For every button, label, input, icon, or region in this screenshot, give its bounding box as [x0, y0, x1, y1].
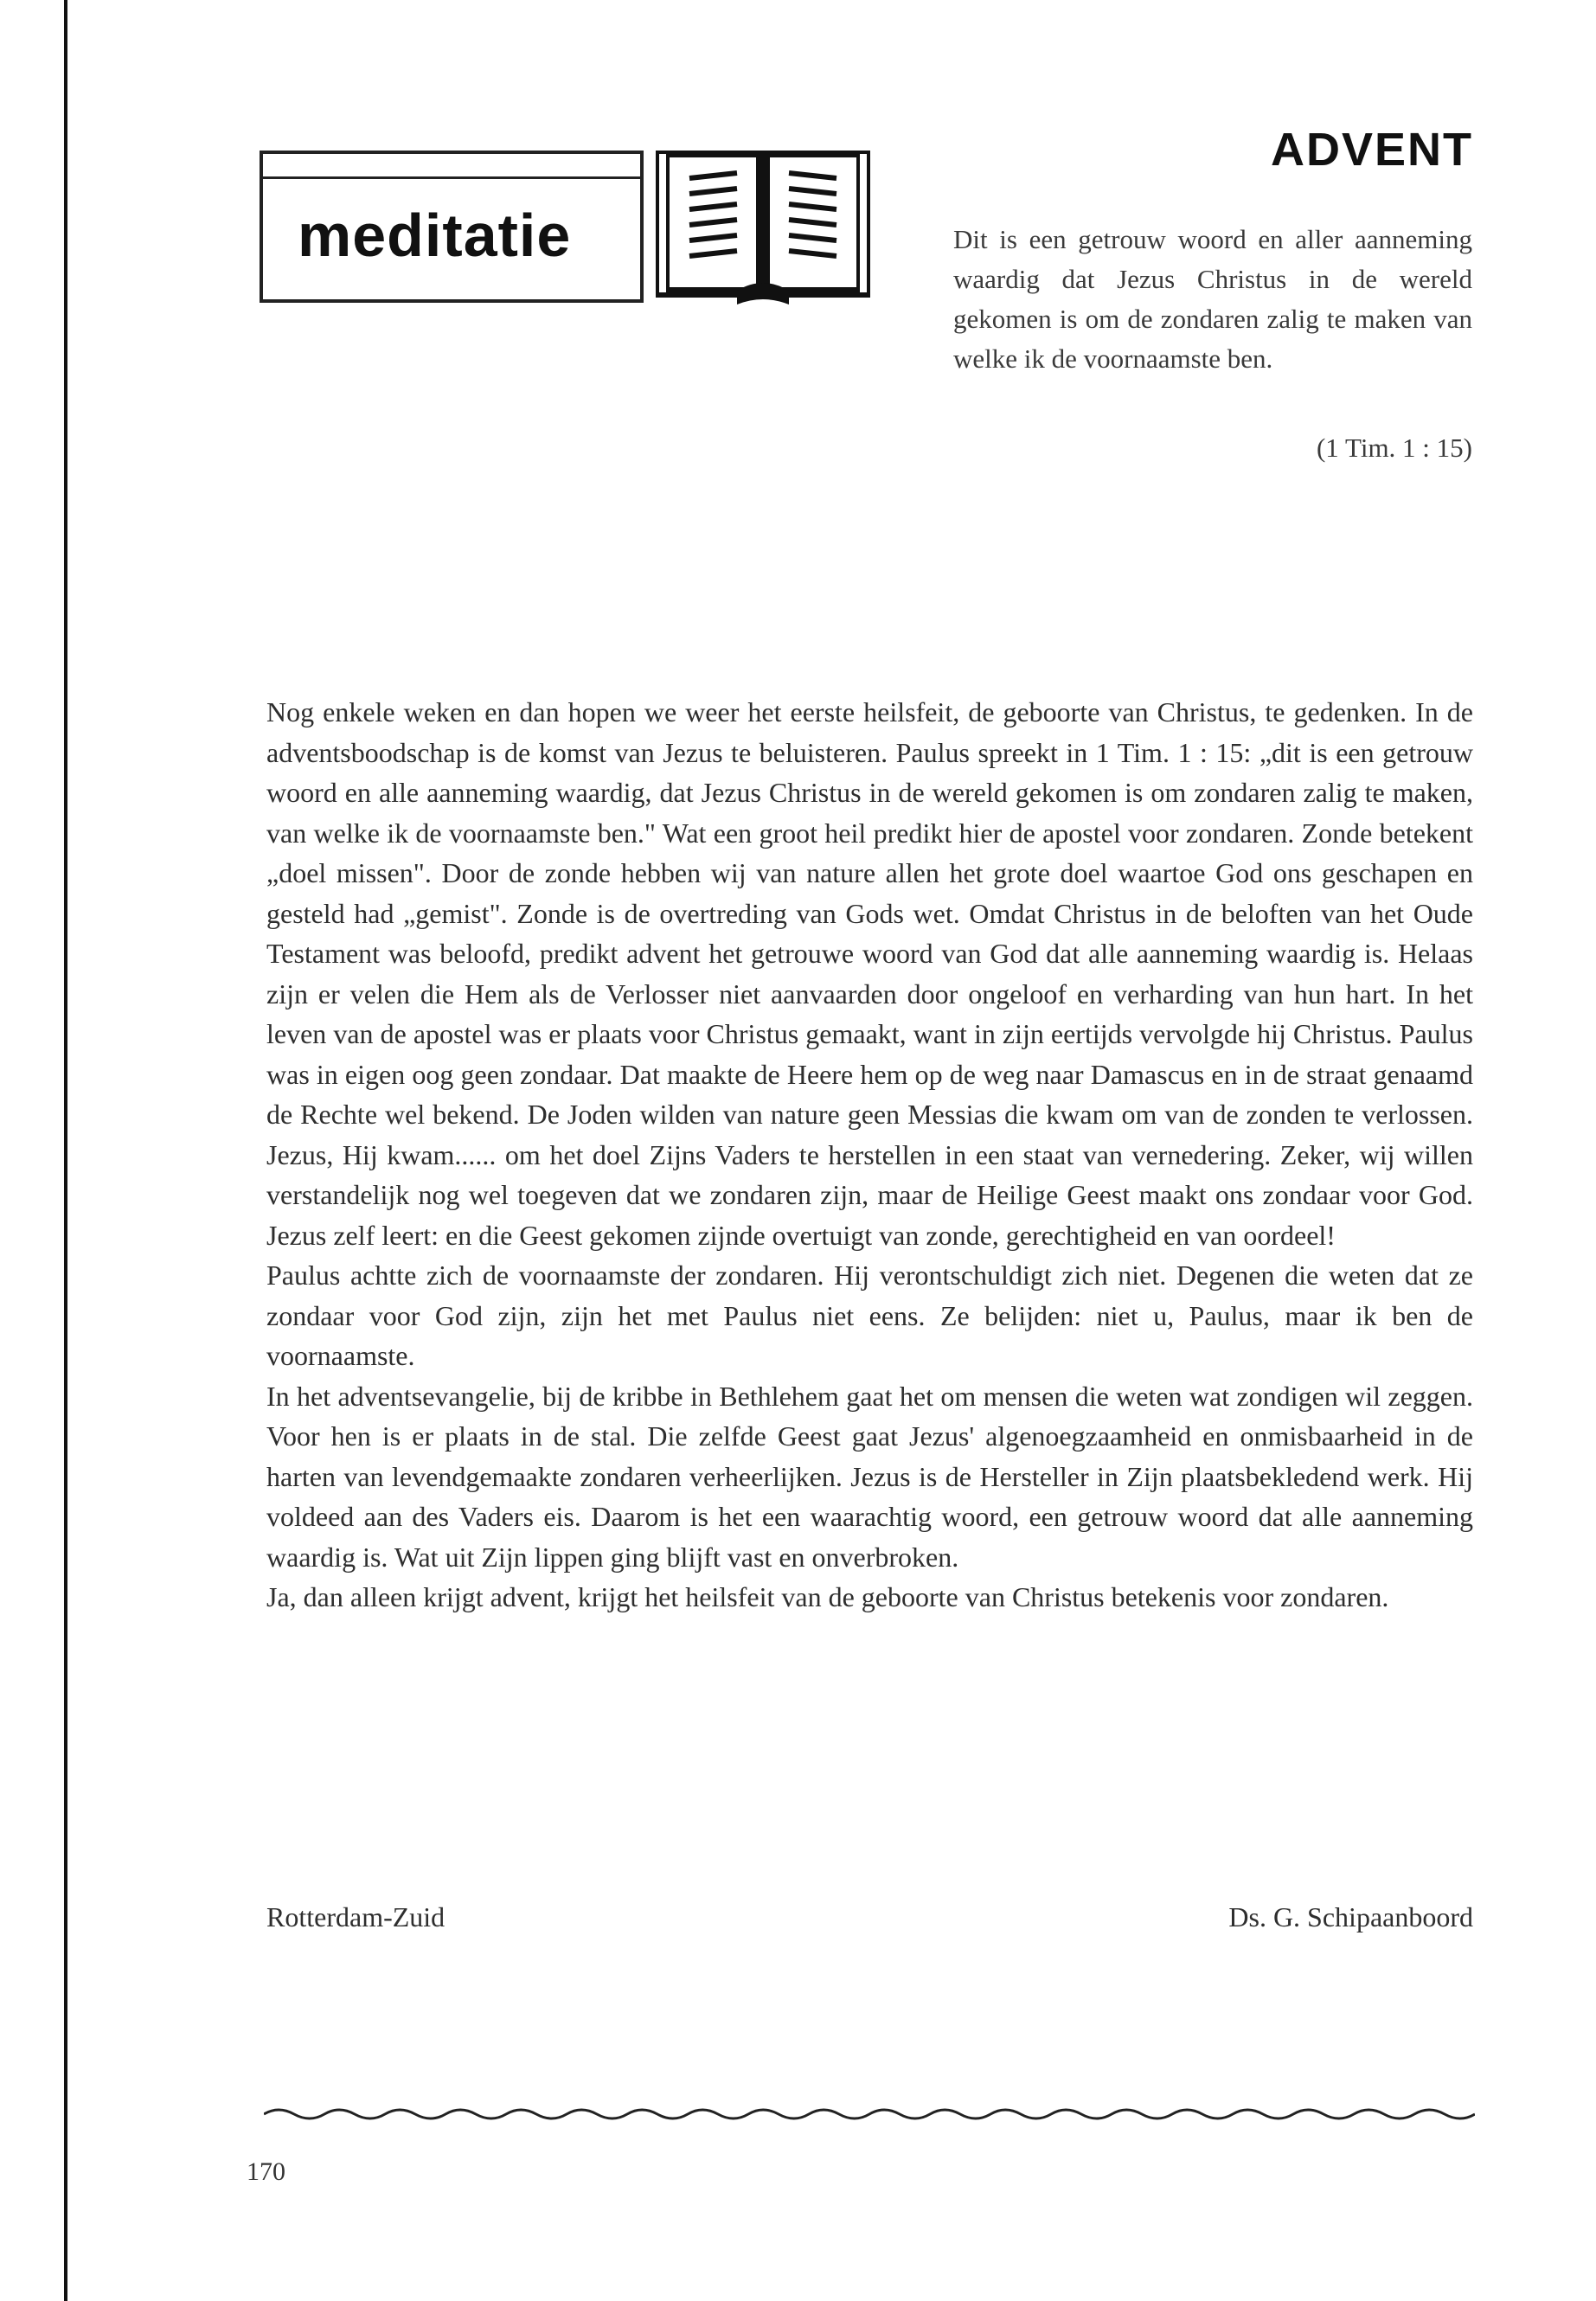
left-margin-rule [64, 0, 67, 2301]
scripture-verse [953, 220, 1472, 379]
meditatie-label-box [260, 151, 644, 303]
body-paragraph: Ja, dan alleen krijgt advent, krijgt het heilsfeit van de geboorte van Christus betekenis voor zondaren. [266, 1581, 1389, 1612]
wavy-divider [264, 2102, 1475, 2128]
verse-text: Dit is een getrouw woord en aller aanneming waardig dat Jezus Christus in de wereld gekomen is om de zondaren zalig te maken van welke ik de voornaamste ben. [953, 224, 1472, 374]
section-label: meditatie [298, 202, 572, 269]
page-number: 170 [247, 2157, 285, 2186]
body-paragraph: In het adventsevangelie, bij de kribbe in Bethlehem gaat het om mensen die weten wat zondigen wil zeggen. Voor hen is er plaats in de stal. Die zelfde Geest gaat Jezus' algenoegzaamheid en onmisbaarheid in de harten van levendgemaakte zondaren verheerlijken. Jezus is de Hersteller in Zijn plaatsbekledend werk. Hij voldeed aan des Vaders eis. Daarom is het een waarachtig woord, een getrouw woord dat alle aanneming waardig is. Wat uit Zijn lippen ging blijft vast en onverbroken. [266, 1380, 1473, 1573]
body-paragraph: Nog enkele weken en dan hopen we weer het eerste heilsfeit, de geboorte van Christus, te gedenken. In de adventsboodschap is de komst van Jezus te beluisteren. Paulus spreekt in 1 Tim. 1 : 15: „dit is een getrouw woord en alle aanneming waardig, dat Jezus Christus in de wereld gekomen is om zondaren zalig te maken, van welke ik de voornaamste ben." Wat een groot heil predikt hier de apostel voor zondaren. Zonde betekent „doel missen". Door de zonde hebben wij van nature allen het grote doel waartoe God ons geschapen en gesteld had „gemist". Zonde is de overtreding van Gods wet. Omdat Christus in de beloften van het Oude Testament was beloofd, predikt advent het getrouwe woord van God dat alle aanneming waardig is. Helaas zijn er velen die Hem als de Verlosser niet aanvaarden door ongeloof en verharding van hun hart. In het leven van de apostel was er plaats voor Christus gemaakt, want in zijn eertijds vervolgde hij Christus. Paulus was in eigen oog geen zondaar. Dat maakte de Heere hem op de weg naar Damascus en in de straat genaamd de Rechte wel bekend. De Joden wilden van nature geen Messias die kwam om van de zonden te verlossen. Jezus, Hij kwam...... om het doel Zijns Vaders te herstellen in een staat van vernedering. Zeker, wij willen verstandelijk nog wel toegeven dat we zondaren zijn, maar de Heilige Geest maakt ons zondaar voor God. Jezus zelf leert: en die Geest gekomen zijnde overtuigt van zonde, gerechtigheid en van oordeel! [266, 696, 1473, 1251]
signature-author: Ds. G. Schipaanboord [1228, 1901, 1473, 1932]
label-box-inner-rule [263, 176, 640, 179]
verse-reference: (1 Tim. 1 : 15) [1316, 433, 1472, 463]
article-title: ADVENT [1270, 124, 1473, 176]
meditation-body [266, 692, 1473, 1618]
body-paragraph: Paulus achtte zich de voornaamste der zondaren. Hij verontschuldigt zich niet. Degenen die weten dat ze zondaar voor God zijn, zijn het met Paulus niet eens. Ze belijden: niet u, Paulus, maar ik ben de voornaamste. [266, 1259, 1473, 1371]
open-book-icon [651, 145, 875, 310]
signature-place: Rotterdam-Zuid [266, 1901, 445, 1932]
